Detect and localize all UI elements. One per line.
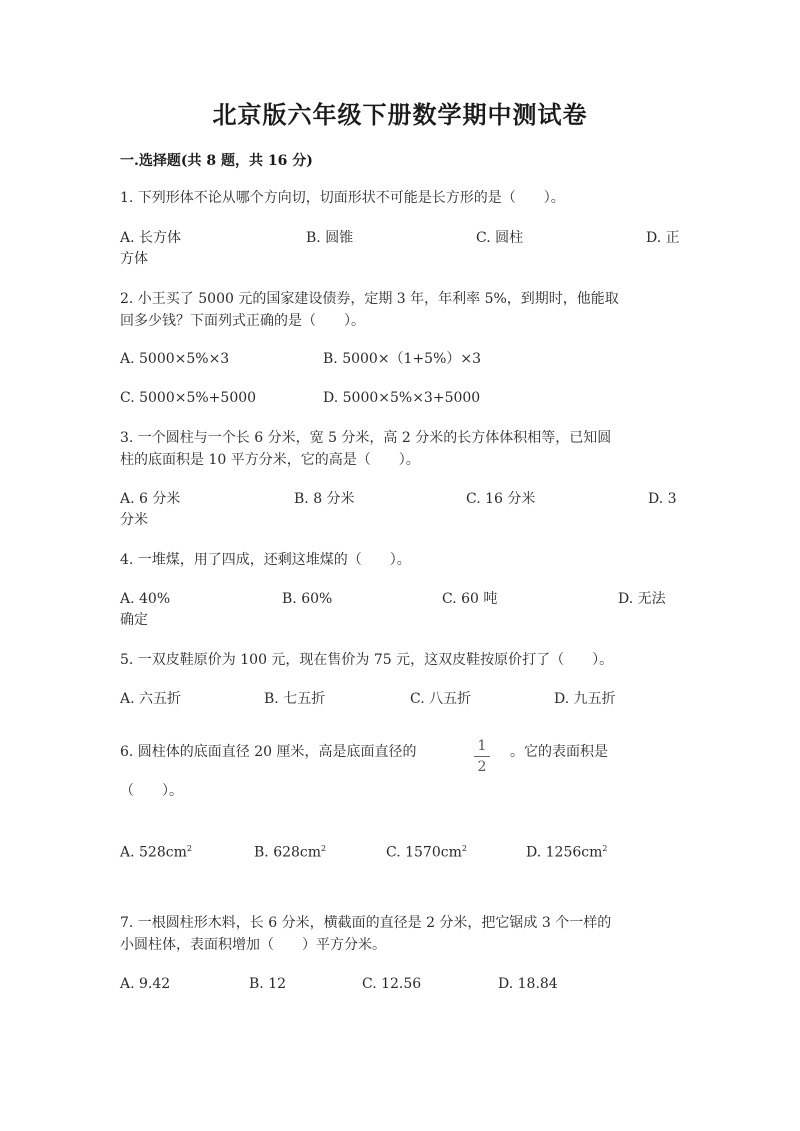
fraction-bar <box>474 756 490 757</box>
question-1-stem <box>120 187 680 209</box>
question-2-line-1: 2. 小王买了 5000 元的国家建设债券，定期 3 年，年利率 5%，到期时，他能取 <box>120 291 619 307</box>
q5-option-c[interactable]: C. 八五折 <box>410 691 472 707</box>
q7-option-b[interactable]: B. 12 <box>249 976 287 992</box>
question-5-options <box>120 688 690 710</box>
q3-option-b[interactable]: B. 8 分米 <box>294 491 355 507</box>
question-6-stem-before: 6. 圆柱体的底面直径 20 厘米，高是底面直径的 <box>120 744 417 760</box>
q2-option-a[interactable]: A. 5000×5%×3 <box>120 351 230 367</box>
q4-option-a[interactable]: A. 40% <box>120 591 171 607</box>
question-6-stem-after: 。它的表面积是 <box>510 744 608 760</box>
q6-option-d[interactable] <box>526 838 607 864</box>
q4-option-d[interactable]: D. 无法 <box>618 591 666 607</box>
q6-option-b[interactable] <box>254 838 326 864</box>
q7-option-c[interactable]: C. 12.56 <box>362 976 422 992</box>
q6-option-d-text: D. 1256cm <box>526 844 603 861</box>
question-4-line-1: 4. 一堆煤，用了四成，还剩这堆煤的（ ）。 <box>120 552 411 568</box>
q6-option-c-text: C. 1570cm <box>386 844 462 861</box>
question-4-options <box>120 588 690 610</box>
question-3-line-2: 柱的底面积是 10 平方分米，它的高是（ ）。 <box>120 452 420 468</box>
question-6-options <box>120 838 690 860</box>
q1-option-b[interactable]: B. 圆锥 <box>306 230 354 246</box>
page-title: 北京版六年级下册数学期中测试卷 <box>212 100 588 129</box>
q3-option-c[interactable]: C. 16 分米 <box>466 491 536 507</box>
q7-option-a[interactable]: A. 9.42 <box>120 976 171 992</box>
fraction-numerator: 1 <box>477 738 487 754</box>
fraction-denominator: 2 <box>477 759 487 775</box>
question-5-stem <box>120 649 680 671</box>
q3-option-a[interactable]: A. 6 分米 <box>120 491 181 507</box>
q3-option-d[interactable]: D. 3 <box>648 491 677 507</box>
q5-option-d[interactable]: D. 九五折 <box>554 691 616 707</box>
question-7-stem <box>120 912 680 956</box>
question-7-line-1: 7. 一根圆柱形木料，长 6 分米，横截面的直径是 2 分米，把它锯成 3 个一样的 <box>120 915 612 931</box>
q5-option-a[interactable]: A. 六五折 <box>120 691 182 707</box>
question-2-stem <box>120 288 680 332</box>
question-3-stem <box>120 427 680 471</box>
q6-option-a-text: A. 528cm <box>120 844 187 861</box>
q1-option-a[interactable]: A. 长方体 <box>120 230 182 246</box>
q1-option-c[interactable]: C. 圆柱 <box>476 230 524 246</box>
question-5-line-1: 5. 一双皮鞋原价为 100 元，现在售价为 75 元，这双皮鞋按原价打了（ ）。 <box>120 652 614 668</box>
question-3-options <box>120 488 690 510</box>
q5-option-b[interactable]: B. 七五折 <box>264 691 326 707</box>
q2-option-b[interactable]: B. 5000×（1+5%）×3 <box>323 351 482 367</box>
q4-option-b[interactable]: B. 60% <box>282 591 333 607</box>
q1-option-d[interactable]: D. 正 <box>646 230 680 246</box>
q6-option-a[interactable] <box>120 838 192 864</box>
question-7-options <box>120 973 690 995</box>
q1-option-d-tail: 方体 <box>120 251 148 267</box>
question-7-line-2: 小圆柱体，表面积增加（ ）平方分米。 <box>120 937 386 953</box>
q6-option-c-unit-sup: 2 <box>461 844 467 853</box>
q6-option-d-unit-sup: 2 <box>602 844 608 853</box>
section-heading: 一.选择题(共 8 题，共 16 分) <box>120 153 313 169</box>
question-2-line-2: 回多少钱？下面列式正确的是（ ）。 <box>120 313 365 329</box>
q4-option-d-tail: 确定 <box>120 612 148 628</box>
q2-option-d[interactable]: D. 5000×5%×3+5000 <box>323 390 481 406</box>
q6-option-b-unit-sup: 2 <box>321 844 327 853</box>
q6-option-c[interactable] <box>386 838 467 864</box>
question-1-line-1: 1. 下列形体不论从哪个方向切，切面形状不可能是长方形的是（ ）。 <box>120 190 565 206</box>
q2-option-c[interactable]: C. 5000×5%+5000 <box>120 390 257 406</box>
question-2-options-row-1 <box>120 348 690 370</box>
q6-option-b-text: B. 628cm <box>254 844 322 861</box>
question-6-fraction <box>474 738 490 775</box>
q4-option-c[interactable]: C. 60 吨 <box>442 591 498 607</box>
q7-option-d[interactable]: D. 18.84 <box>498 976 558 992</box>
question-4-stem <box>120 549 680 571</box>
question-6-stem-line-2: （ ）。 <box>120 783 183 799</box>
question-1-options <box>120 227 690 249</box>
question-2-options-row-2 <box>120 387 690 409</box>
question-3-line-1: 3. 一个圆柱与一个长 6 分米，宽 5 分米，高 2 分米的长方体体积相等，已知圆 <box>120 430 612 446</box>
q3-option-d-tail: 分米 <box>120 512 148 528</box>
q6-option-a-unit-sup: 2 <box>186 844 192 853</box>
